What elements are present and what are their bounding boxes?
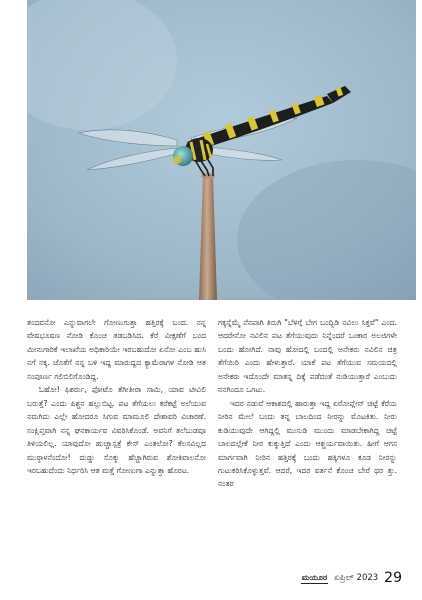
paragraph: ತಂದವನೋ ಎನ್ನುವಾಗಲೇ ಗೋಣುಗುತ್ತಾ ಹತ್ತಿರಕ್ಕೆ ಬಂದ. ನನ್ನ ವೇಷಭೂಷಣ ನೋಡಿ ಕೊಂಚ ತಡಬಡಿಸಿದ. ಕೆರೆ ವೀಕ್ಷಣೆಗೆ ಬಂದ ಮೀನುಗಾರಿಕೆ ಇಲಾಖೆಯ ಅಧಿಕಾರಿಯೇ ಇರಬಹುದೋ ಏನೋ ಎಂಬ ಹುಸಿ ನಗೆ ನಕ್ಕ. ಜೊತೆಗೆ ನನ್ನ ಬಳಿ ಇದ್ದ ಮಾರುದ್ದದ ಕ್ಯಾಮೆರಾಗಳ ನೋಡಿ ಆತ ಸಂಪೂರ್ಣ ಗಲಿಬಿಲಿಗೊಂಡಿದ್ದ. xyxy=(27,318,206,381)
paragraph: ಗಕ್ಕನ್ನೆಮ್ಮೆ ನೆನಪಾಗಿ ತಿರುಗಿ "ಬೆಳಿಗ್ಗೆ ಬೇಗ ಬಂದ್ಬಿಡಿ ನವಿಲು ಸಿಕ್ತವೆ" ಎಂದ. ಆದರೇನೋ ನವಿಲಿನ ಪಟ ತೆಗೆಯುವುದು ನಿನ್ನೆಂದರೆ ಒಂಕಾರ ಅಲಜಿಗಳೇ ಬಂದು ಹೋಗಿದೆ. ನಾವು ಹೋದಲ್ಲಿ ಬಂದಲ್ಲಿ ಅನೇಕರು ನವಿಲಿನ ಚಿತ್ರ ತೆಗೆಯಿರಿ ಎಂದು ಹೇಳುತ್ತಾರೆ. ಯಾಕೆ ಪಟ ತೆಗೆಯುವ ಸಮಯದಲ್ಲಿ ಅನೇಕರು ಇದೊಂದೇ ಮಾತನ್ನ ದಿಕ್ಕೆ ಪಡೆದಂತೆ ನುಡಿಯುತ್ತಾರೆ ಎಂಬುದು ನನಗಿಂದೂ ಒಗಟು. xyxy=(218,318,397,395)
left-column xyxy=(27,316,206,566)
page-footer xyxy=(301,568,402,588)
dragonfly-photo xyxy=(27,0,416,300)
paragraph: ಇದರ ನಡುವೆ ಆಕಾಶದಲ್ಲಿ ಹಾರುತ್ತಾ ಇದ್ದ ಏರೋಪ್ಲೇನ್ ಚಿಟ್ಟೆ ಕೆರೆಯ ನೀರಿನ ಮೇಲೆ ಬಂದು ತನ್ನ ಬಾಲದಿಂದ ನೀರನ್ನು ಮೊಟಕಿತು. ನೀರು ಕುಡಿಯುವುದೇ ಆಗಿದ್ದಲ್ಲಿ ಮುಸುಡಿ ಮುಂದು ಮಾಡಬೇಕಾಗಿದ್ದ ಚಿಟ್ಟೆ ಬಾಲದಲ್ಲೇಕೆ ನೀರ ಕುಕ್ಕುತ್ತಿದೆ ಎಂದು ಆಶ್ಚರ್ಯವಾಯಿತು. ಹೀಗೆ ಆಗಸ ಮಾರ್ಗವಾಗಿ ನೀರಿನ ಹತ್ತಿರಕ್ಕೆ ಬಂದು ಹಕ್ಕಿಗಳೂ ಕೂಡ ನೀರನ್ನು ಗುಟುಕರಿಸಿಕೊಳ್ಳುತ್ತವೆ. ಆದರೆ, ಇದರ ವರ್ತನೆ ಕೊಂಚ ಬೇರೆ ಥರ ತ್ತು. ನಂತರ xyxy=(218,398,397,489)
head xyxy=(173,146,193,166)
magazine-brand: ಮಯೂರ xyxy=(301,572,328,582)
page-number: 29 xyxy=(384,570,402,586)
article-body xyxy=(27,316,397,566)
issue-date: ಏಪ್ರಿಲ್ 2023 xyxy=(334,573,379,583)
paragraph: ಓಹೋ! ಫಿಶರ್ರು, ಫೋಟೊ ತೆಗೀತೀರಾ ಸಾಮಿ, ಯಾವ ಟೀವಿಲಿ ಬರುತ್ತೆ? ಎಂದು ಪಿಶ್ಚನ ಹಲ್ಲುಬಿಟ್ಟ. ಪಟ ತೆಗೆಯಲು ಕರೆಕಟ್ಟೆ ಅಲೆಯುವ ನಮಗಿದು ಎಲ್ಲೇ ಹೋದರೂ ಸಿಗುವ ಮಾಮೂಲಿ ದೇಶಾವರಿ ವಿಚಾರಣೆ. ಸಂಕ್ಷಿಪ್ತವಾಗಿ ನನ್ನ ಘನಕಾರ್ಯವ ವಿವರಿಸಿಕೊಂಡೆ. ಅವನಿಗೆ ತಲೆಬುಡವೂ ತಿಳಿಯಲಿಲ್ಲ. ಯಾವುದೋ ಹುಚ್ಚಾಸ್ಪತ್ರೆ ಕೇಸ್ ಎಂತಲೋ? ಕೆಲಸವಿಲ್ಲದ ಮುಠ್ಠಾಳನೆಂದೋ! ದುಡ್ಡು ಸೊಕ್ಕು ಹೆಚ್ಚಾಗಿರುವ ಶೋಕಿವಾಲನೋ ಇರಬಹುದೆಂದು ನಿರ್ಧರಿಸಿ ಆತ ಮತ್ತೆ ಗೋಣುಗಾ ಎನ್ನುತ್ತಾ ಹೊರಟ. xyxy=(27,385,206,475)
right-column xyxy=(218,316,397,566)
